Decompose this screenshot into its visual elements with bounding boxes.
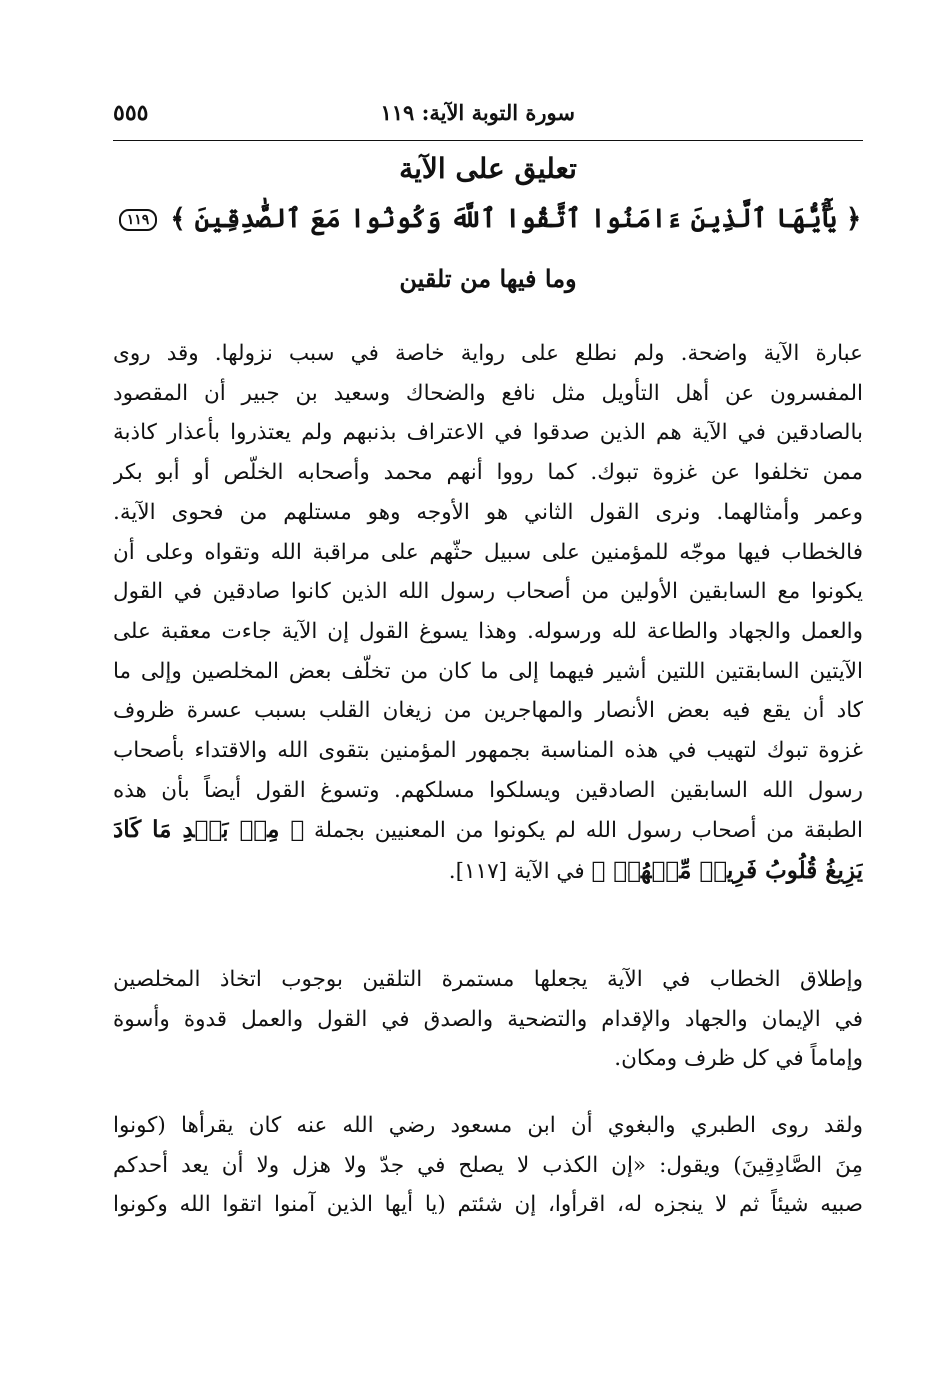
text-line bbox=[113, 851, 863, 892]
text-line: فالخطاب فيها موجّه للمؤمنين على سبيل حثّهم على مراقبة الله وتقواه وعلى أن bbox=[113, 539, 863, 565]
paragraph-3 bbox=[113, 1106, 863, 1225]
paragraph-1 bbox=[113, 334, 863, 892]
text-line: بالصادقين في الآية هم الذين صدقوا في الاعتراف بذنبهم ولم يعتذروا بأعذار كاذبة bbox=[113, 420, 863, 446]
text-line bbox=[113, 810, 863, 851]
inline-verse-quote: ﴿ مِنۢ بَعۡدِ مَا كَادَ bbox=[113, 816, 305, 844]
text-segment: الطبقة من أصحاب رسول الله لم يكونوا من المعنيين بجملة bbox=[313, 818, 863, 844]
running-title: سورة التوبة الآية: ١١٩ bbox=[380, 100, 575, 125]
text-line: عبارة الآية واضحة. ولم نطلع على رواية خاصة في سبب نزولها. وقد روى bbox=[113, 341, 863, 366]
text-line: وإطلاق الخطاب في الآية يجعلها مستمرة التلقين بوجوب اتخاذ المخلصين bbox=[113, 967, 863, 992]
page-number: ٥٥٥ bbox=[113, 100, 149, 126]
paragraph-2 bbox=[113, 960, 863, 1079]
text-line: المفسرون عن أهل التأويل مثل نافع والضحاك وسعيد بن جبير أن المقصود bbox=[113, 380, 863, 406]
inline-verse-quote: يَزِيغُ قُلُوبُ فَرِيقٖ مِّنۡهُمۡ ﴾ bbox=[591, 857, 863, 885]
text-line: ممن تخلفوا عن غزوة تبوك. كما رووا أنهم محمد وأصحابه الخلّص أو أبو بكر bbox=[113, 460, 863, 486]
text-line: مِنَ الصَّادِقِينَ) ويقول: «إن الكذب لا يصلح في جدّ ولا هزل ولا أن يعد أحدكم bbox=[113, 1152, 863, 1178]
text-line: رسول الله السابقين الصادقين ويسلكوا مسلكهم. وتسوغ القول أيضاً بأن هذه bbox=[113, 777, 863, 803]
text-line: كاد أن يقع فيه بعض الأنصار والمهاجرين من زيغان القلب بسبب عسرة ظروف bbox=[113, 698, 863, 724]
section-subheading: وما فيها من تلقين bbox=[399, 264, 577, 293]
text-line: في الإيمان والجهاد والإقدام والتضحية والصدق في القول والعمل قدوة وأسوة bbox=[113, 1006, 863, 1032]
text-line: الآيتين السابقتين اللتين أشير فيهما إلى ما كان من تخلّف بعض المخلصين وإلى ما bbox=[113, 658, 863, 684]
quranic-verse bbox=[113, 204, 863, 234]
page-header bbox=[113, 98, 863, 138]
text-line: والعمل والجهاد والطاعة لله ورسوله. وهذا يسوغ القول إن الآية جاءت معقبة على bbox=[113, 618, 863, 644]
text-line: غزوة تبوك لتهيب في هذه المناسبة بجمهور المؤمنين بتقوى الله والاقتداء بأصحاب bbox=[113, 738, 863, 764]
text-line: وإماماً في كل ظرف ومكان. bbox=[614, 1046, 863, 1072]
text-segment: في الآية [١١٧]. bbox=[448, 859, 585, 885]
text-line: وعمر وأمثالهما. ونرى القول الثاني هو الأوجه وهو مستلهم من فحوى الآية. bbox=[113, 499, 863, 525]
verse-text: ﴿ يَٰٓأَيُّهَا ٱلَّذِينَ ءَامَنُوا ٱتَّقُوا ٱللَّهَ وَكُونُوا مَعَ ٱلصَّٰدِقِينَ ﴾ bbox=[170, 204, 862, 234]
section-heading: تعليق على الآية bbox=[399, 152, 577, 185]
verse-number-badge: ١١٩ bbox=[119, 209, 158, 231]
text-line: صبيه شيئاً ثم لا ينجزه له، اقرأوا، إن شئتم (يا أيها الذين آمنوا اتقوا الله وكونوا bbox=[113, 1192, 863, 1218]
header-divider bbox=[113, 140, 863, 141]
text-line: ولقد روى الطبري والبغوي أن ابن مسعود رضي الله عنه كان يقرأها (كونوا bbox=[113, 1113, 863, 1138]
text-line: يكونوا مع السابقين الأولين من أصحاب رسول الله الذين كانوا صادقين في القول bbox=[113, 579, 863, 605]
